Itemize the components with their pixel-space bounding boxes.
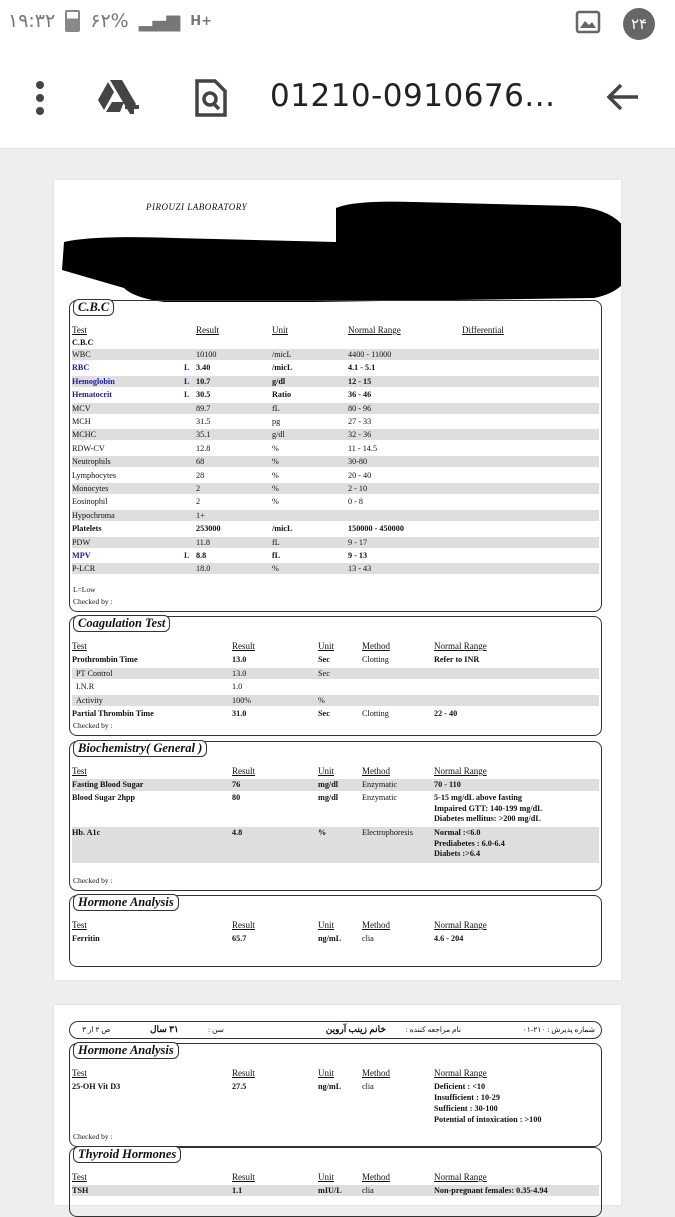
cell-test: Fasting Blood Sugar <box>72 780 144 789</box>
cbc-header-result: Result <box>196 325 220 335</box>
table-row <box>72 523 599 534</box>
cell-method: clia <box>362 934 374 943</box>
biochemistry-section <box>69 741 602 891</box>
cell-range: 22 - 40 <box>434 709 458 718</box>
coag-checked-by: Checked by : <box>73 721 113 730</box>
cell-test: Eosinophil <box>72 497 108 507</box>
coag-header-range: Normal Range <box>434 641 487 651</box>
table-row <box>72 496 599 507</box>
age-label: سن : <box>208 1025 224 1034</box>
cell-unit: % <box>272 564 279 574</box>
back-arrow-icon[interactable] <box>606 82 640 116</box>
battery-level: ۶۲% <box>90 10 129 32</box>
patient-age: ۳۱ سال <box>150 1024 179 1034</box>
cell-flag: L <box>184 390 190 400</box>
hormone2-checked-by: Checked by : <box>73 1132 113 1141</box>
cell-unit: % <box>272 484 279 493</box>
cell-unit: % <box>318 828 327 837</box>
cell-method: Electrophoresis <box>362 828 413 837</box>
table-row <box>72 483 599 494</box>
coag-header-unit: Unit <box>318 641 335 651</box>
cell-unit: pg <box>272 417 281 426</box>
table-row <box>72 443 599 454</box>
hormone2-header-row <box>72 1068 599 1079</box>
cell-flag: L <box>184 376 190 386</box>
cell-range-line: Potential of intoxication : >100 <box>434 1115 542 1124</box>
hormone2-row-vitd <box>72 1081 599 1124</box>
cell-method: clia <box>362 1186 374 1195</box>
table-row <box>72 470 599 481</box>
notification-count-badge: ۲۴ <box>623 8 655 40</box>
table-row <box>72 456 599 467</box>
cell-range: 13 - 43 <box>348 564 372 574</box>
cell-range: 4400 - 11000 <box>348 350 392 359</box>
cell-test: Ferritin <box>72 934 100 943</box>
cell-range-line: Deficient : <10 <box>434 1082 486 1091</box>
hormone1-header-range: Normal Range <box>434 920 487 930</box>
cell-test: Hemoglobin <box>72 376 115 386</box>
cell-method: Clotting <box>362 709 389 718</box>
table-row <box>72 668 599 679</box>
cell-result: 76 <box>232 780 241 789</box>
cell-test: Prothrombin Time <box>72 655 138 664</box>
hormone1-header-method: Method <box>362 920 390 930</box>
cell-result: 68 <box>196 457 205 467</box>
cell-test: P-LCR <box>72 564 96 574</box>
bio-header-test: Test <box>72 766 87 776</box>
cell-method: Clotting <box>362 655 389 664</box>
cell-unit: % <box>318 695 325 705</box>
document-title: 01210-0910676... <box>270 78 556 114</box>
cell-range-line: Normal :<6.0 <box>434 828 481 837</box>
bio-title: Biochemistry( General ) <box>73 740 207 757</box>
cell-range: 80 - 96 <box>348 403 372 413</box>
cell-test: Blood Sugar 2hpp <box>72 793 136 802</box>
redaction-mark <box>54 180 621 310</box>
hormone2-title: Hormone Analysis <box>73 1042 179 1059</box>
table-row <box>72 349 599 360</box>
table-row <box>72 403 599 414</box>
table-row <box>72 681 599 692</box>
page-indicator: ص ۲ از ۳ <box>82 1025 111 1034</box>
cell-result: 27.5 <box>232 1082 247 1091</box>
bio-checked-by: Checked by : <box>73 876 113 885</box>
cell-test: Hematocrit <box>72 390 113 400</box>
table-row <box>72 708 599 719</box>
cell-method: Enzymatic <box>362 780 398 789</box>
cell-range: 2 - 10 <box>348 484 368 493</box>
cell-result: 13.0 <box>232 668 247 678</box>
cell-range: 12 - 15 <box>348 376 372 386</box>
cell-test: Activity <box>76 695 103 705</box>
table-row <box>72 550 599 561</box>
cell-unit: /micL <box>272 363 293 373</box>
cell-unit: % <box>272 497 279 507</box>
coag-header-test: Test <box>72 641 87 651</box>
cell-test: MPV <box>72 551 91 560</box>
thyroid-header-method: Method <box>362 1172 390 1182</box>
cell-range: 11 - 14.5 <box>348 443 378 453</box>
cell-test: MCV <box>72 403 91 413</box>
cell-unit: ng/mL <box>318 1082 342 1091</box>
thyroid-hormones-section <box>69 1147 602 1217</box>
cbc-group-row <box>72 337 599 348</box>
cell-test: Monocytes <box>72 484 109 493</box>
cell-result: 18.0 <box>196 564 211 574</box>
cell-range-line: 70 - 110 <box>434 780 461 789</box>
cell-unit: % <box>272 470 279 480</box>
cell-range-line: Impaired GTT: 140-199 mg/dL <box>434 803 543 813</box>
cell-unit: Sec <box>318 655 330 664</box>
hormone-analysis-section <box>69 895 602 967</box>
cbc-header-row <box>72 325 599 336</box>
cell-range: 30-80 <box>348 457 368 467</box>
cell-range: 4.1 - 5.1 <box>348 363 376 373</box>
cell-unit: /micL <box>272 524 293 534</box>
cell-result: 11.8 <box>196 537 211 547</box>
patient-name: خانم زینب آروین <box>325 1024 386 1034</box>
cell-result: 28 <box>196 470 205 480</box>
table-row <box>72 695 599 706</box>
cell-test: I.N.R <box>76 682 95 691</box>
cbc-header-unit: Unit <box>272 325 289 335</box>
cell-result: 80 <box>232 793 241 802</box>
table-row <box>72 654 599 665</box>
thyroid-row-tsh <box>72 1185 599 1196</box>
cell-test: Neutrophils <box>72 457 111 467</box>
cell-test: MCHC <box>72 430 97 440</box>
hormone1-header-result: Result <box>232 920 256 930</box>
cell-result: 31.5 <box>196 417 211 426</box>
cbc-header-differential: Differential <box>462 325 504 335</box>
battery-icon <box>65 10 80 32</box>
patient-name-label: نام مراجعه کننده : <box>405 1025 461 1034</box>
cell-test: WBC <box>72 350 91 359</box>
clock: ۱۹:۳۲ <box>8 10 56 32</box>
cell-range: 36 - 46 <box>348 390 372 400</box>
network-type: H+ <box>190 13 213 29</box>
thyroid-header-result: Result <box>232 1172 256 1182</box>
cell-test: RBC <box>72 363 90 373</box>
cell-unit: mg/dl <box>318 793 339 802</box>
cell-test: 25-OH Vit D3 <box>72 1082 121 1091</box>
admission-number: شماره پذیرش : ۲۱۰-۰۱ <box>522 1025 595 1034</box>
coag-title: Coagulation Test <box>73 615 170 632</box>
cell-test: Hypochroma <box>72 510 115 520</box>
bio-header-range: Normal Range <box>434 766 487 776</box>
cell-range-line: Insufficient : 10-29 <box>434 1093 500 1102</box>
add-to-drive-icon[interactable] <box>96 78 142 122</box>
hormone1-header-row <box>72 920 599 931</box>
table-row <box>72 510 599 521</box>
lab-name: PIROUZI LABORATORY <box>146 202 248 212</box>
cell-result: 1.0 <box>232 682 243 691</box>
cell-unit: g/dl <box>272 376 286 386</box>
cell-unit: mg/dl <box>318 780 339 789</box>
hormone2-header-result: Result <box>232 1068 256 1078</box>
cbc-header-test: Test <box>72 325 87 335</box>
hormone2-header-range: Normal Range <box>434 1068 487 1078</box>
more-options-icon[interactable] <box>34 80 46 120</box>
table-row <box>72 792 599 826</box>
cell-result: 89.7 <box>196 403 211 413</box>
table-row <box>72 376 599 387</box>
cell-result: 100% <box>232 695 252 705</box>
cell-test: Platelets <box>72 524 102 534</box>
cell-result: 4.8 <box>232 828 243 837</box>
hormone2-header-method: Method <box>362 1068 390 1078</box>
cell-range-line: 5-15 mg/dL above fasting <box>434 793 523 802</box>
table-row <box>72 389 599 400</box>
cbc-title: C.B.C <box>73 299 114 316</box>
cell-test: TSH <box>72 1186 89 1195</box>
signal-icon: ▂▄▆ <box>138 10 181 32</box>
cell-unit: fL <box>272 551 281 560</box>
cell-result: 2 <box>196 497 201 507</box>
cell-test: Partial Thrombin Time <box>72 709 154 718</box>
cell-unit: ng/mL <box>318 934 342 943</box>
bio-header-method: Method <box>362 766 390 776</box>
coagulation-section <box>69 616 602 736</box>
cell-result: 253000 <box>196 524 221 534</box>
cell-method: clia <box>362 1082 374 1091</box>
cell-method: Enzymatic <box>362 793 398 802</box>
image-notification-icon <box>575 10 601 38</box>
cell-range-line: Diabetes mellitus: >200 mg/dL <box>434 814 541 823</box>
cell-test: PT Control <box>76 668 113 678</box>
table-row <box>72 429 599 440</box>
cell-unit: Ratio <box>272 390 292 400</box>
cell-range: 9 - 13 <box>348 551 368 560</box>
table-row <box>72 563 599 574</box>
cell-result: 12.8 <box>196 443 211 453</box>
cell-flag: L <box>184 363 190 373</box>
cell-unit: % <box>272 443 279 453</box>
bio-header-result: Result <box>232 766 256 776</box>
bio-header-row <box>72 766 599 777</box>
cell-range: 4.6 - 204 <box>434 934 464 943</box>
table-row <box>72 362 599 373</box>
report-page-2[interactable] <box>54 1005 621 1205</box>
cell-range-line: Prediabetes : 6.0-6.4 <box>434 838 505 848</box>
cell-result: 31.0 <box>232 709 247 718</box>
cell-range: 150000 - 450000 <box>348 524 404 534</box>
cell-unit: /micL <box>272 350 292 359</box>
cbc-footnote: L=Low <box>73 585 96 594</box>
cell-test: PDW <box>72 537 91 547</box>
cell-unit: mIU/L <box>318 1186 342 1195</box>
cell-result: 13.0 <box>232 655 247 664</box>
cell-result: 65.7 <box>232 934 247 943</box>
cbc-group-label: C.B.C <box>72 338 94 347</box>
cell-range: 32 - 36 <box>348 430 372 440</box>
cell-result: 10100 <box>196 350 217 359</box>
hormone2-header-test: Test <box>72 1068 87 1078</box>
cbc-checked-by: Checked by : <box>73 597 113 606</box>
cell-unit: Sec <box>318 668 330 678</box>
cell-test: MCH <box>72 417 91 426</box>
cell-test: Lymphocytes <box>72 470 117 480</box>
thyroid-header-unit: Unit <box>318 1172 335 1182</box>
table-row <box>72 827 599 863</box>
cell-unit: Sec <box>318 709 330 718</box>
cell-test: Hb. A1c <box>72 828 101 837</box>
cell-result: 2 <box>196 484 201 493</box>
cell-result: 35.1 <box>196 430 211 440</box>
cbc-header-range: Normal Range <box>348 325 401 335</box>
status-bar <box>0 0 675 48</box>
cell-range: 20 - 40 <box>348 470 372 480</box>
cell-range: Non-pregnant females: 0.35-4.94 <box>434 1186 548 1195</box>
cell-flag: L <box>184 551 190 560</box>
table-row <box>72 416 599 427</box>
cell-result: 1.1 <box>232 1186 243 1195</box>
cell-result: 30.5 <box>196 390 211 400</box>
cell-result: 10.7 <box>196 376 211 386</box>
table-row <box>72 779 599 791</box>
thyroid-header-range: Normal Range <box>434 1172 487 1182</box>
hormone2-header-unit: Unit <box>318 1068 335 1078</box>
bio-header-unit: Unit <box>318 766 335 776</box>
find-in-page-icon[interactable] <box>194 78 228 122</box>
cell-range: 27 - 33 <box>348 417 372 426</box>
coag-header-method: Method <box>362 641 390 651</box>
table-row <box>72 537 599 548</box>
cbc-section <box>69 300 602 612</box>
cell-range: 9 - 17 <box>348 537 368 547</box>
viewer-toolbar <box>0 48 675 149</box>
cell-result: 3.40 <box>196 363 211 373</box>
cell-test: RDW-CV <box>72 443 105 453</box>
coag-header-result: Result <box>232 641 256 651</box>
cell-unit: g/dl <box>272 430 285 440</box>
hormone1-header-unit: Unit <box>318 920 335 930</box>
cell-range: Refer to INR <box>434 655 480 664</box>
hormone1-row-ferritin <box>72 933 599 944</box>
cell-range-line: Diabets :>6.4 <box>434 849 481 858</box>
hormone-analysis-2-section <box>69 1043 602 1147</box>
report-page-1[interactable] <box>54 180 621 980</box>
thyroid-header-test: Test <box>72 1172 87 1182</box>
cell-unit: % <box>272 457 279 467</box>
thyroid-header-row <box>72 1172 599 1183</box>
cell-range: 0 - 8 <box>348 497 364 507</box>
cell-result: 8.8 <box>196 551 207 560</box>
coag-header-row <box>72 641 599 652</box>
thyroid-title: Thyroid Hormones <box>73 1146 181 1163</box>
patient-header <box>69 1021 602 1039</box>
hormone1-title: Hormone Analysis <box>73 894 179 911</box>
cell-result: 1+ <box>196 510 205 520</box>
cell-unit: fL <box>272 537 280 547</box>
hormone1-header-test: Test <box>72 920 87 930</box>
cell-unit: fL <box>272 403 280 413</box>
cell-range-line: Sufficient : 30-100 <box>434 1104 498 1113</box>
